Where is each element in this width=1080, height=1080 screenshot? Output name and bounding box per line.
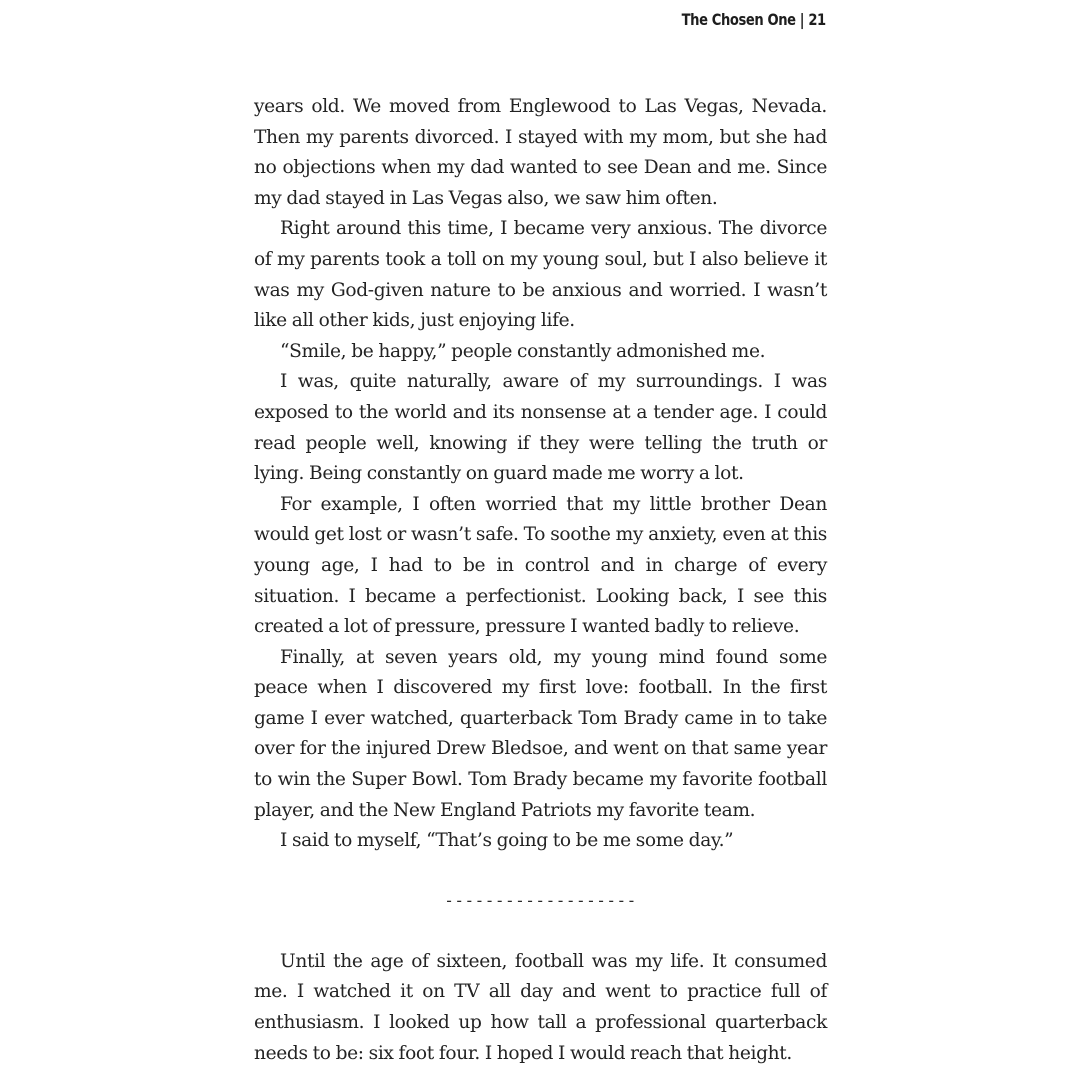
paragraph: Finally, at seven years old, my young mind found some peace when I discovered my first love: football. In the first game I ever watched, quarterback Tom Brady came in to take over for the injured Drew Bledsoe, and went on that same year to win the Super Bowl. Tom Brady became my favorite football player, and the New England Patriots my favorite team. [254,646,827,821]
paragraph: For example, I often worried that my little brother Dean would get lost or wasn’t safe. To soothe my anxiety, even at this young age, I had to be in control and in charge of every situation. I became a perfectionist. Looking back, I see this created a lot of pressure, pressure I wanted badly to relieve. [254,493,827,638]
paragraph-quote: I said to myself, “That’s going to be me some day.” [280,830,734,852]
paragraph: Right around this time, I became very anxious. The divorce of my parents took a toll on my young soul, but I also believe it was my God-given nature to be anxious and worried. I wasn’t like all other kids, just enjoying life. [254,218,827,332]
paragraph-continued: years old. We moved from Englewood to Las Vegas, Nevada. Then my parents divorced. I stayed with my mom, but she had no objections when my dad wanted to see Dean and me. Since my dad stayed in Las Vegas also, we saw him often. [254,96,827,209]
paragraph: I was, quite naturally, aware of my surroundings. I was exposed to the world and its nonsense at a tender age. I could read people well, knowing if they were telling the truth or lying. Being constantly on guard made me worry a lot. [254,371,827,485]
section-break: ------------------- [444,890,637,910]
body-text [254,92,827,1069]
paragraph-quote: “Smile, be happy,” people constantly admonished me. [280,340,766,362]
running-head: The Chosen One | 21 [681,10,826,29]
paragraph: Until the age of sixteen, football was my life. It consumed me. I watched it on TV all day and went to practice full of enthusiasm. I looked up how tall a professional quarterback needs to be: six foot four. I hoped I would reach that height. [254,950,827,1064]
